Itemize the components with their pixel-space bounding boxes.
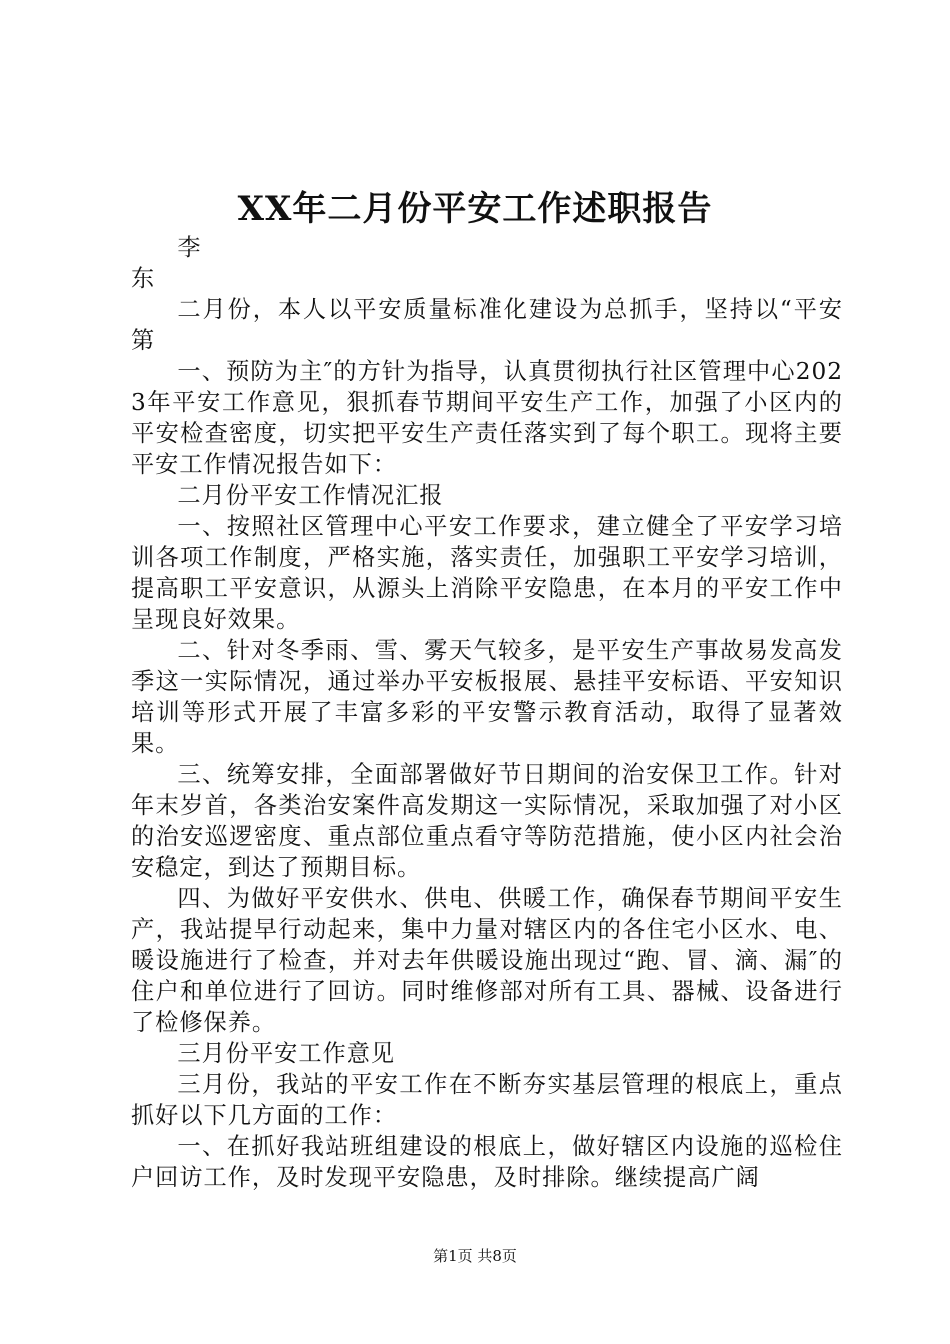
paragraph: 一、按照社区管理中心平安工作要求，建立健全了平安学习培训各项工作制度，严格实施，落实责任，加强职工平安学习培训，提高职工平安意识，从源头上消除平安隐患，在本月的平安工作中呈现良好效果。 [131, 513, 843, 633]
page-footer: 第1页 共8页 [433, 1247, 517, 1265]
section-heading: 三月份平安工作意见 [177, 1040, 396, 1067]
document-title: XX年二月份平安工作述职报告 [237, 189, 713, 229]
document-body [131, 232, 843, 1193]
paragraph: 二、针对冬季雨、雪、雾天气较多，是平安生产事故易发高发季这一实际情况，通过举办平安板报展、悬挂平安标语、平安知识培训等形式开展了丰富多彩的平安警示教育活动，取得了显著效果。 [131, 637, 843, 757]
author-name: 李 东 [131, 234, 202, 292]
paragraph: 四、为做好平安供水、供电、供暖工作，确保春节期间平安生产，我站提早行动起来，集中力量对辖区内的各住宅小区水、电、暖设施进行了检查，并对去年供暖设施出现过“跑、冒、滴、漏″的住户和单位进行了回访。同时维修部对所有工具、器械、设备进行了检修保养。 [131, 885, 843, 1036]
paragraph: 二月份，本人以平安质量标准化建设为总抓手，坚持以“平安第 [131, 296, 843, 354]
paragraph: 三、统筹安排，全面部署做好节日期间的治安保卫工作。针对年末岁首，各类治安案件高发期这一实际情况，采取加强了对小区的治安巡逻密度、重点部位重点看守等防范措施，使小区内社会治安稳定，到达了预期目标。 [131, 761, 843, 881]
paragraph: 一、预防为主″的方针为指导，认真贯彻执行社区管理中心2023年平安工作意见，狠抓春节期间平安生产工作，加强了小区内的平安检查密度，切实把平安生产责任落实到了每个职工。现将主要平安工作情况报告如下： [131, 358, 843, 478]
paragraph: 一、在抓好我站班组建设的根底上，做好辖区内设施的巡检住户回访工作，及时发现平安隐患，及时排除。继续提高广阔 [131, 1133, 843, 1191]
paragraph: 三月份，我站的平安工作在不断夯实基层管理的根底上，重点抓好以下几方面的工作： [131, 1071, 843, 1129]
section-heading: 二月份平安工作情况汇报 [177, 482, 444, 509]
